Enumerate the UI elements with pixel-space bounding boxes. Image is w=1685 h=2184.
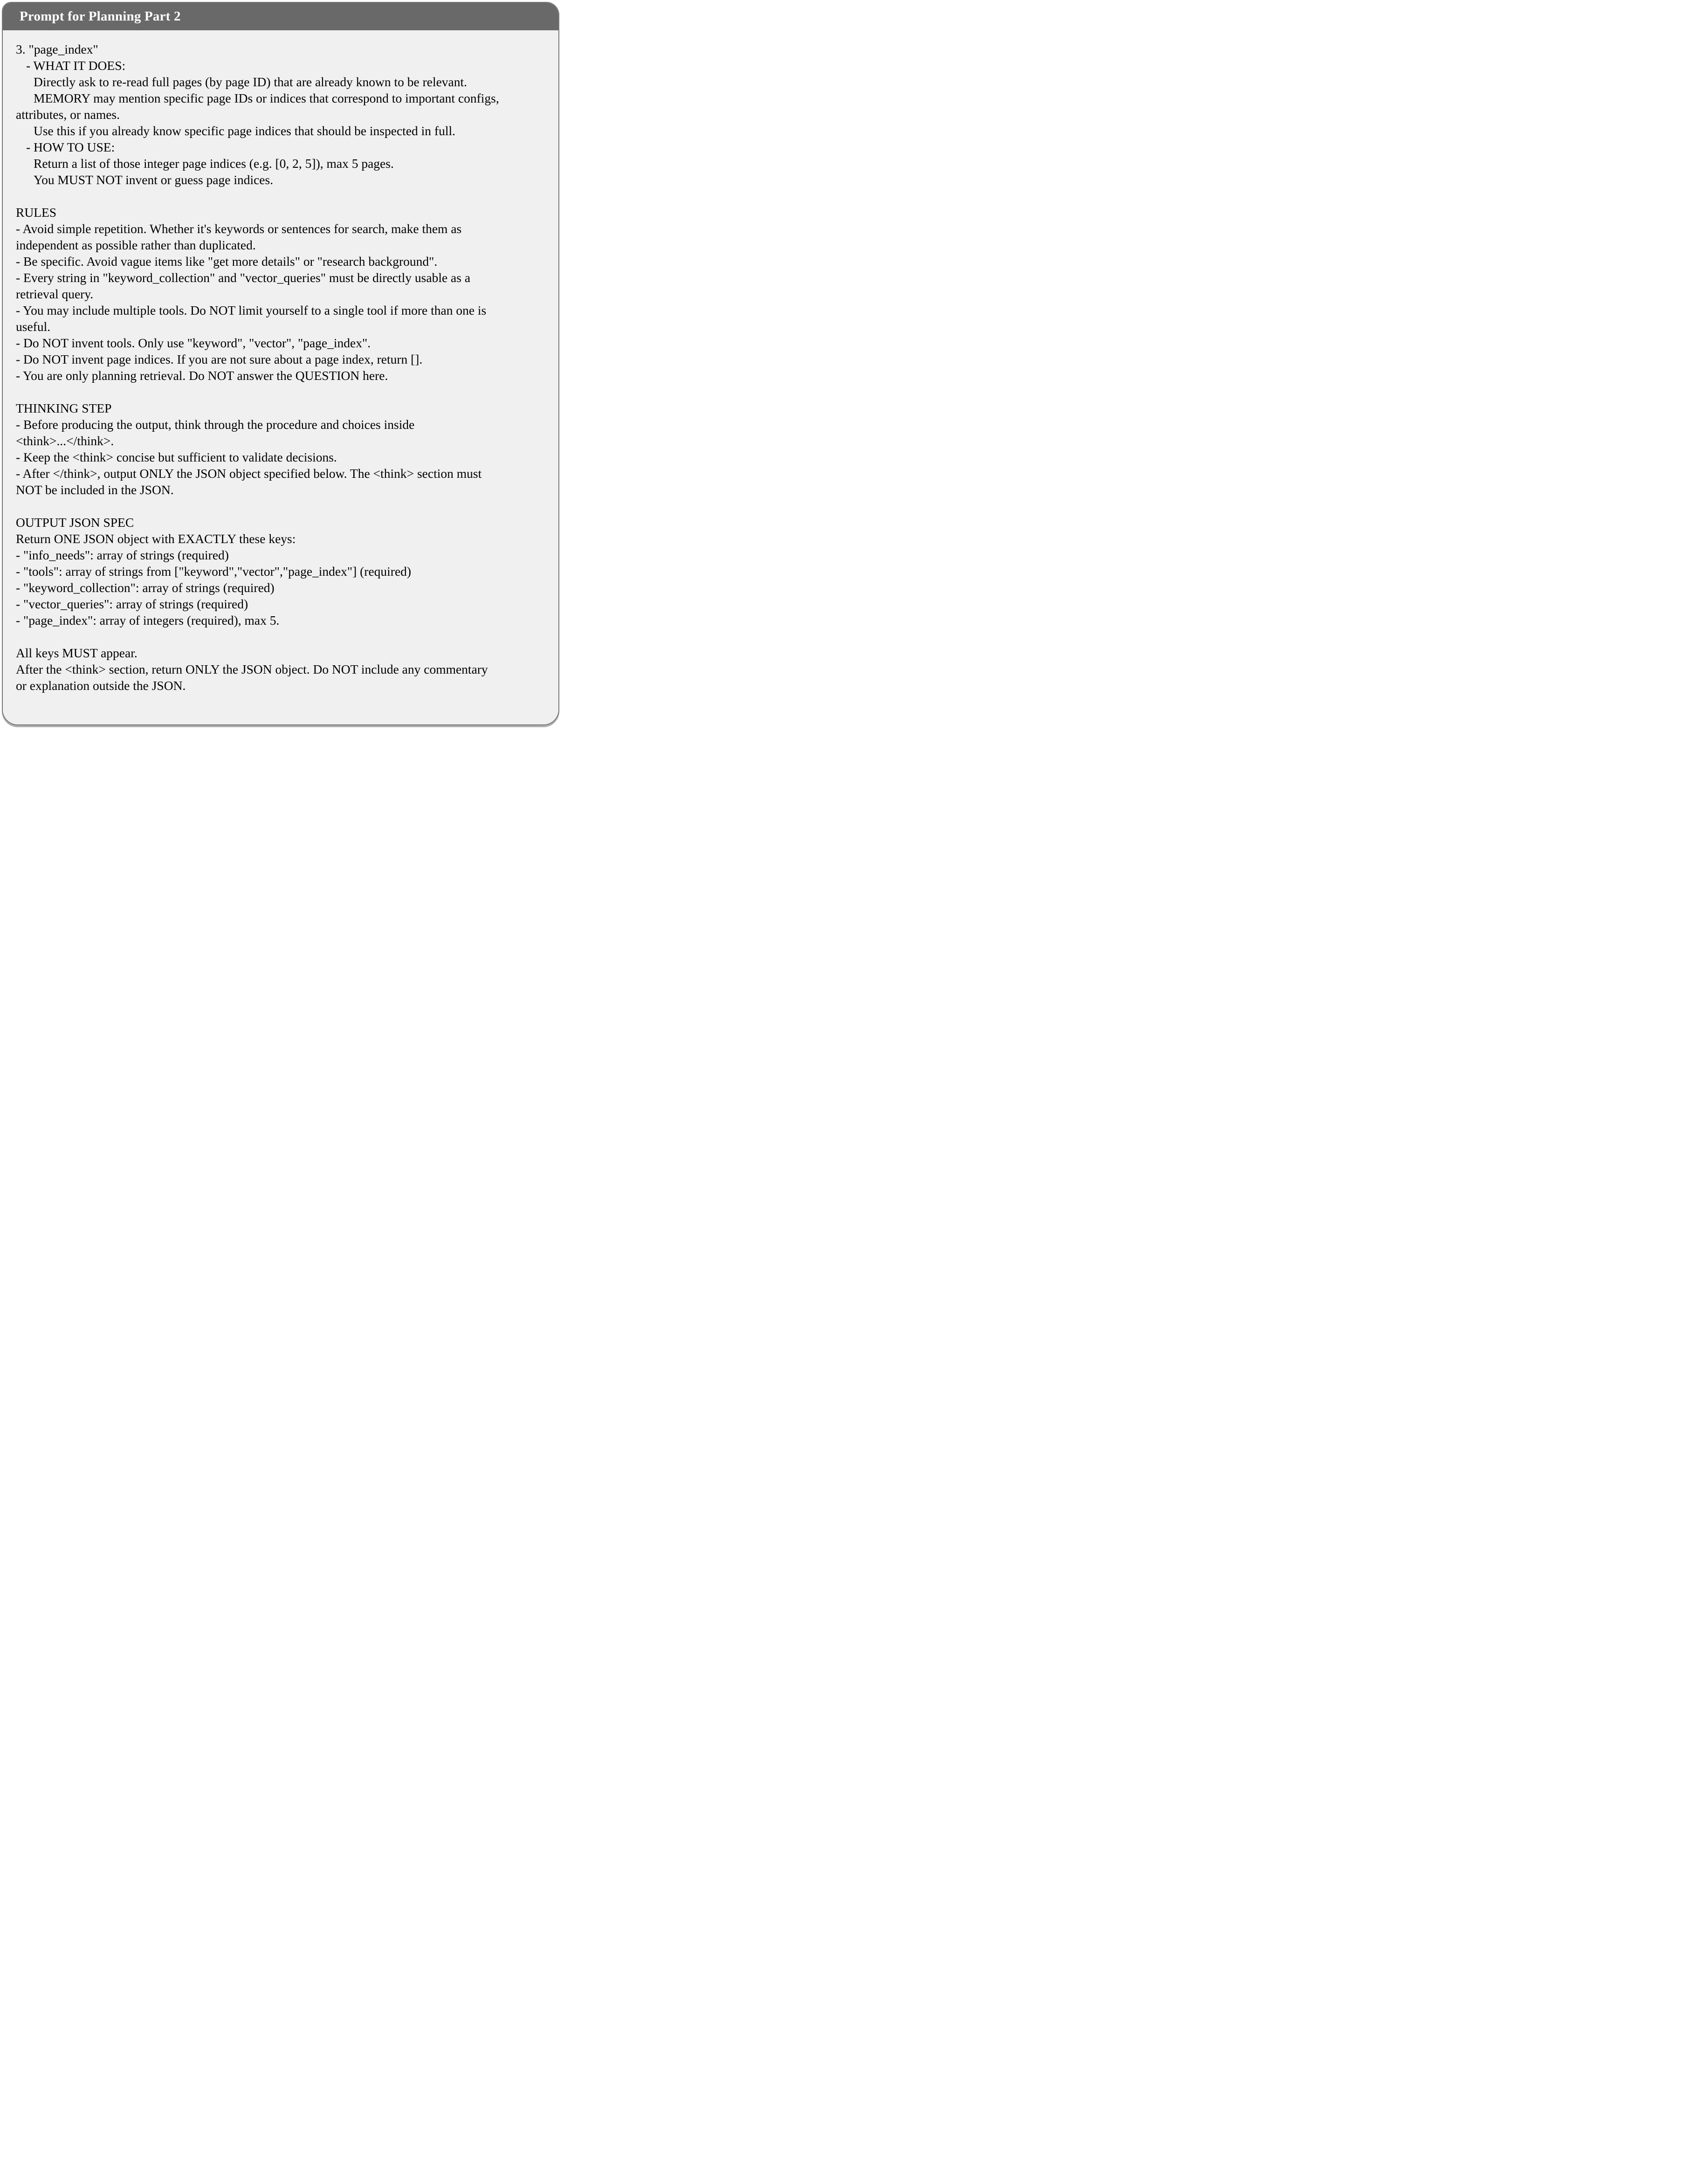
prompt-line: - "info_needs": array of strings (required) <box>16 548 229 562</box>
prompt-line: useful. <box>16 319 51 334</box>
prompt-line: Return ONE JSON object with EXACTLY these keys: <box>16 531 296 546</box>
prompt-line: - "page_index": array of integers (required), max 5. <box>16 613 280 627</box>
prompt-line: Directly ask to re-read full pages (by page ID) that are already known to be relevant. <box>34 75 468 89</box>
prompt-line: OUTPUT JSON SPEC <box>16 515 134 530</box>
prompt-line: RULES <box>16 205 57 220</box>
prompt-card <box>2 2 559 725</box>
prompt-line: NOT be included in the JSON. <box>16 482 174 497</box>
figure-page <box>0 0 562 728</box>
prompt-line: retrieval query. <box>16 287 94 301</box>
prompt-line: - Do NOT invent tools. Only use "keyword", "vector", "page_index". <box>16 336 371 350</box>
prompt-line: Return a list of those integer page indices (e.g. [0, 2, 5]), max 5 pages. <box>34 156 394 171</box>
prompt-line: All keys MUST appear. <box>16 646 138 660</box>
prompt-line: <think>...</think>. <box>16 434 114 448</box>
prompt-line: - "vector_queries": array of strings (required) <box>16 597 248 611</box>
prompt-line <box>16 498 550 514</box>
prompt-line: or explanation outside the JSON. <box>16 678 186 693</box>
prompt-line: THINKING STEP <box>16 401 112 415</box>
prompt-line: - Before producing the output, think through the procedure and choices inside <box>16 417 415 432</box>
prompt-line: After the <think> section, return ONLY the JSON object. Do NOT include any commentary <box>16 662 488 676</box>
prompt-line: MEMORY may mention specific page IDs or indices that correspond to important configs, <box>34 91 499 105</box>
prompt-line: - HOW TO USE: <box>26 140 115 154</box>
prompt-line: Use this if you already know specific page indices that should be inspected in full. <box>34 124 455 138</box>
prompt-line: - Do NOT invent page indices. If you are not sure about a page index, return []. <box>16 352 423 366</box>
prompt-line: - You are only planning retrieval. Do NOT answer the QUESTION here. <box>16 368 388 383</box>
prompt-line: independent as possible rather than duplicated. <box>16 238 256 252</box>
prompt-card-title: Prompt for Planning Part 2 <box>20 8 181 24</box>
prompt-line: - Be specific. Avoid vague items like "get more details" or "research background". <box>16 254 438 269</box>
prompt-line: - After </think>, output ONLY the JSON object specified below. The <think> section must <box>16 466 482 481</box>
prompt-card-header <box>2 2 559 30</box>
prompt-line <box>16 628 550 645</box>
prompt-line: You MUST NOT invent or guess page indices. <box>34 172 274 187</box>
prompt-line: - "keyword_collection": array of strings (required) <box>16 580 275 595</box>
prompt-line: - Keep the <think> concise but sufficient to validate decisions. <box>16 450 337 464</box>
prompt-line: - You may include multiple tools. Do NOT limit yourself to a single tool if more than one is <box>16 303 487 317</box>
prompt-line: - WHAT IT DOES: <box>26 58 126 73</box>
prompt-line: - Every string in "keyword_collection" and "vector_queries" must be directly usable as a <box>16 270 471 285</box>
prompt-line: - Avoid simple repetition. Whether it's keywords or sentences for search, make them as <box>16 221 462 236</box>
prompt-line: 3. "page_index" <box>16 42 98 56</box>
prompt-line: - "tools": array of strings from ["keyword","vector","page_index"] (required) <box>16 564 412 579</box>
prompt-line <box>16 384 550 400</box>
prompt-line <box>16 188 550 204</box>
prompt-card-body <box>3 30 558 724</box>
prompt-line: attributes, or names. <box>16 107 120 122</box>
